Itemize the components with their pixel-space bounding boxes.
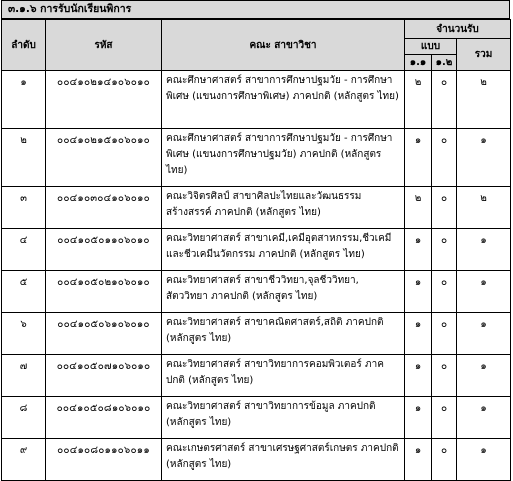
program-code: ๐๐๔๑๐๕๐๖๑๐๖๐๑๐ xyxy=(46,313,162,355)
mode-1-1-count: ๒ xyxy=(405,71,432,129)
program-code: ๐๐๔๑๐๕๐๑๑๐๖๐๑๐ xyxy=(46,229,162,271)
program-code: ๐๐๔๑๐๒๑๔๑๐๖๐๑๐ xyxy=(46,71,162,129)
table-row xyxy=(2,271,511,313)
table-row xyxy=(2,439,511,481)
total-count: ๑ xyxy=(457,229,511,271)
section-title: ๓.๑.๖ การรับนักเรียนพิการ xyxy=(1,0,510,19)
table-row xyxy=(2,313,511,355)
table-row xyxy=(2,355,511,397)
row-number: ๒ xyxy=(2,129,46,187)
mode-1-2-count: ๐ xyxy=(432,187,457,229)
disabled-students-intake-table xyxy=(1,19,511,481)
mode-1-1-count: ๒ xyxy=(405,187,432,229)
total-count: ๑ xyxy=(457,313,511,355)
total-count: ๑ xyxy=(457,397,511,439)
header-intake: จำนวนรับ xyxy=(405,20,511,39)
program-code: ๐๐๔๑๐๓๐๔๑๐๖๐๑๐ xyxy=(46,187,162,229)
row-number: ๑ xyxy=(2,71,46,129)
mode-1-2-count: ๐ xyxy=(432,397,457,439)
mode-1-1-count: ๑ xyxy=(405,271,432,313)
row-number: ๖ xyxy=(2,313,46,355)
program-name: คณะวิทยาศาสตร์ สาขาวิทยาการข้อมูล ภาคปกติ (หลักสูตร ไทย) xyxy=(162,397,405,439)
total-count: ๑ xyxy=(457,271,511,313)
mode-1-1-count: ๑ xyxy=(405,313,432,355)
mode-1-2-count: ๐ xyxy=(432,71,457,129)
program-name: คณะวิทยาศาสตร์ สาขาวิทยาการคอมพิวเตอร์ ภาคปกติ (หลักสูตร ไทย) xyxy=(162,355,405,397)
row-number: ๓ xyxy=(2,187,46,229)
program-name: คณะวิทยาศาสตร์ สาขาคณิตศาสตร์,สถิติ ภาคปกติ (หลักสูตร ไทย) xyxy=(162,313,405,355)
program-code: ๐๐๔๑๐๕๐๒๑๐๖๐๑๐ xyxy=(46,271,162,313)
program-code: ๐๐๔๑๐๘๐๑๑๐๖๐๑๑ xyxy=(46,439,162,481)
row-number: ๙ xyxy=(2,439,46,481)
header-program: คณะ สาขาวิชา xyxy=(162,20,405,71)
mode-1-1-count: ๑ xyxy=(405,355,432,397)
mode-1-2-count: ๐ xyxy=(432,355,457,397)
header-code: รหัส xyxy=(46,20,162,71)
table-row xyxy=(2,229,511,271)
header-total: รวม xyxy=(457,39,511,71)
total-count: ๑ xyxy=(457,355,511,397)
program-code: ๐๐๔๑๐๕๐๗๑๐๖๐๑๐ xyxy=(46,355,162,397)
program-name: คณะวิทยาศาสตร์ สาขาชีววิทยา,จุลชีววิทยา, สัตววิทยา ภาคปกติ (หลักสูตร ไทย) xyxy=(162,271,405,313)
program-code: ๐๐๔๑๐๕๐๘๑๐๖๐๑๐ xyxy=(46,397,162,439)
row-number: ๔ xyxy=(2,229,46,271)
row-number: ๕ xyxy=(2,271,46,313)
mode-1-1-count: ๑ xyxy=(405,439,432,481)
row-number: ๘ xyxy=(2,397,46,439)
program-name: คณะศึกษาศาสตร์ สาขาการศึกษาปฐมวัย - การศึกษาพิเศษ (แขนงการศึกษาพิเศษ) ภาคปกติ (หลักสูตร ไทย) xyxy=(162,71,405,129)
table-row xyxy=(2,187,511,229)
program-name: คณะเกษตรศาสตร์ สาขาเศรษฐศาสตร์เกษตร ภาคปกติ (หลักสูตร ไทย) xyxy=(162,439,405,481)
mode-1-2-count: ๐ xyxy=(432,439,457,481)
header-mode-1-2: ๑.๒ xyxy=(432,55,457,71)
mode-1-2-count: ๐ xyxy=(432,129,457,187)
program-name: คณะศึกษาศาสตร์ สาขาการศึกษาปฐมวัย - การศึกษาพิเศษ (แขนงการศึกษาปฐมวัย) ภาคปกติ (หลักสูตร ไทย) xyxy=(162,129,405,187)
mode-1-2-count: ๐ xyxy=(432,271,457,313)
total-count: ๒ xyxy=(457,71,511,129)
total-count: ๑ xyxy=(457,439,511,481)
row-number: ๗ xyxy=(2,355,46,397)
program-name: คณะวิทยาศาสตร์ สาขาเคมี,เคมีอุตสาหกรรม,ชีวเคมีและชีวเคมีนวัตกรรม ภาคปกติ (หลักสูตร ไทย) xyxy=(162,229,405,271)
mode-1-1-count: ๑ xyxy=(405,229,432,271)
header-mode: แบบ xyxy=(405,39,457,55)
table-row xyxy=(2,71,511,129)
mode-1-1-count: ๑ xyxy=(405,397,432,439)
program-code: ๐๐๔๑๐๒๑๕๑๐๖๐๑๐ xyxy=(46,129,162,187)
table-row xyxy=(2,397,511,439)
mode-1-2-count: ๐ xyxy=(432,229,457,271)
program-name: คณะวิจิตรศิลป์ สาขาศิลปะไทยและวัฒนธรรมสร้างสรรค์ ภาคปกติ (หลักสูตร ไทย) xyxy=(162,187,405,229)
mode-1-2-count: ๐ xyxy=(432,313,457,355)
header-mode-1-1: ๑.๑ xyxy=(405,55,432,71)
total-count: ๒ xyxy=(457,187,511,229)
header-order: ลำดับ xyxy=(2,20,46,71)
table-row xyxy=(2,129,511,187)
mode-1-1-count: ๑ xyxy=(405,129,432,187)
total-count: ๑ xyxy=(457,129,511,187)
